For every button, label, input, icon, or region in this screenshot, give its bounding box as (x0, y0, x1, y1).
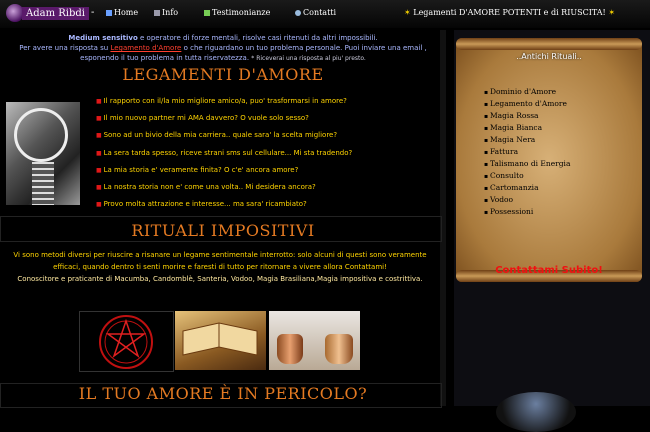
sidebar-item-possessioni[interactable]: ▪ Possessioni (484, 206, 570, 218)
sidebar-item-magia-rossa[interactable]: ▪ Magia Rossa (484, 110, 570, 122)
question-item: ■ La nostra storia non e' come una volta.. Mi desidera ancora? (96, 182, 436, 199)
home-icon (106, 10, 112, 16)
contacts-icon (295, 10, 301, 16)
sidebar-title: ..Antichi Rituali.. (516, 52, 582, 61)
sidebar-item-dominio[interactable]: ▪ Dominio d'Amore (484, 86, 570, 98)
rituali-line2: efficaci, quando dentro ti senti morire e faresti di tutto per ritornare a vivere allora Contattami! (53, 263, 387, 271)
question-item: ■ Il rapporto con il/la mio migliore amico/a, puo' trasformarsi in amore? (96, 96, 436, 113)
intro-text (0, 33, 446, 64)
globe-image (496, 392, 576, 432)
sparkle-icon: ✶ (608, 8, 616, 17)
testimonials-icon (204, 10, 210, 16)
intro-line3: esponendo il tuo problema in tutta riservatezza. (80, 54, 250, 62)
info-icon (154, 10, 160, 16)
nav-home-label: Home (114, 8, 139, 17)
intro-note: * Riceverai una risposta al piu' presto. (251, 55, 366, 62)
sidebar-item-cartomanzia[interactable]: ▪ Cartomanzia (484, 182, 570, 194)
railway-icon (32, 162, 54, 205)
scroll-rod (456, 38, 642, 50)
rituali-paragraph (4, 249, 436, 285)
question-item: ■ Il mio nuovo partner mi AMA davvero? O vuole solo sesso? (96, 113, 436, 130)
nav-home[interactable] (106, 8, 138, 17)
nav-testimonianze-label: Testimonianze (212, 8, 271, 17)
section-title-rituali: RITUALI IMPOSITIVI (131, 221, 315, 240)
copper-pot-icon (277, 334, 303, 364)
question-item: ■ Provo molta attrazione e interesse... ma sara' ricambiato? (96, 199, 436, 216)
clock-rail-image (6, 102, 80, 205)
book-icon (175, 311, 266, 370)
intro-line2-pre: Per avere una risposta su (19, 44, 111, 52)
pentagram-image (79, 311, 174, 372)
rituali-line1: Vi sono metodi diversi per riuscire a risanare un legame sentimentale interrotto: solo alcuni di questi sono veramente (13, 251, 427, 259)
rituali-line3: Conoscitore e praticante di Macumba, Candomblè, Santeria, Vodoo, Magia Brasiliana,Magia impositiva e costrittiva. (17, 275, 423, 283)
legamento-link[interactable]: Legamento d'Amore (110, 44, 182, 52)
nav-testimonianze[interactable] (204, 8, 270, 17)
pentagram-icon (80, 312, 173, 371)
nav-contatti[interactable] (295, 8, 336, 17)
question-item: ■ Sono ad un bivio della mia carriera.. quale sara' la scelta migliore? (96, 130, 436, 147)
nav-contatti-label: Contatti (303, 8, 337, 17)
header-slogan-text: Legamenti D'AMORE POTENTI e di RIUSCITA! (413, 8, 606, 17)
sidebar-item-talismano[interactable]: ▪ Talismano di Energia (484, 158, 570, 170)
header-slogan (404, 8, 615, 17)
sidebar-item-vodoo[interactable]: ▪ Vodoo (484, 194, 570, 206)
intro-line1: e operatore di forze mentali, risolve casi ritenuti da altri impossibili. (137, 34, 378, 42)
sidebar-item-magia-bianca[interactable]: ▪ Magia Bianca (484, 122, 570, 134)
pots-image (269, 311, 360, 370)
old-book-image (175, 311, 266, 370)
sidebar-item-magia-nera[interactable]: ▪ Magia Nera (484, 134, 570, 146)
section-title-pericolo: IL TUO AMORE È IN PERICOLO? (78, 384, 368, 403)
nav-info[interactable] (154, 8, 178, 17)
rituals-menu (484, 86, 570, 218)
section-title-legamenti: LEGAMENTI D'AMORE (122, 65, 324, 84)
sidebar-item-consulto[interactable]: ▪ Consulto (484, 170, 570, 182)
sparkle-icon: ✶ (404, 8, 411, 17)
intro-bold: Medium sensitivo (68, 34, 138, 42)
brand-name[interactable]: Adam Ribdi (22, 7, 89, 20)
brand-separator: - (91, 7, 95, 18)
question-item: ■ La mia storia e' veramente finita? O c'e' ancora amore? (96, 165, 436, 182)
question-item: ■ La sera tarda spesso, riceve strani sms sul cellulare... Mi sta tradendo? (96, 148, 436, 165)
clock-icon (14, 108, 68, 162)
jar-icon (325, 334, 353, 364)
nav-info-label: Info (162, 8, 179, 17)
questions-list (96, 96, 436, 216)
intro-line2-post: o che riguardano un tuo problema personale. Puoi inviare una email , (181, 44, 427, 52)
sidebar-item-legamento[interactable]: ▪ Legamento d'Amore (484, 98, 570, 110)
contact-now-button[interactable]: Contattami Subito! (495, 265, 603, 276)
sidebar-item-fattura[interactable]: ▪ Fattura (484, 146, 570, 158)
